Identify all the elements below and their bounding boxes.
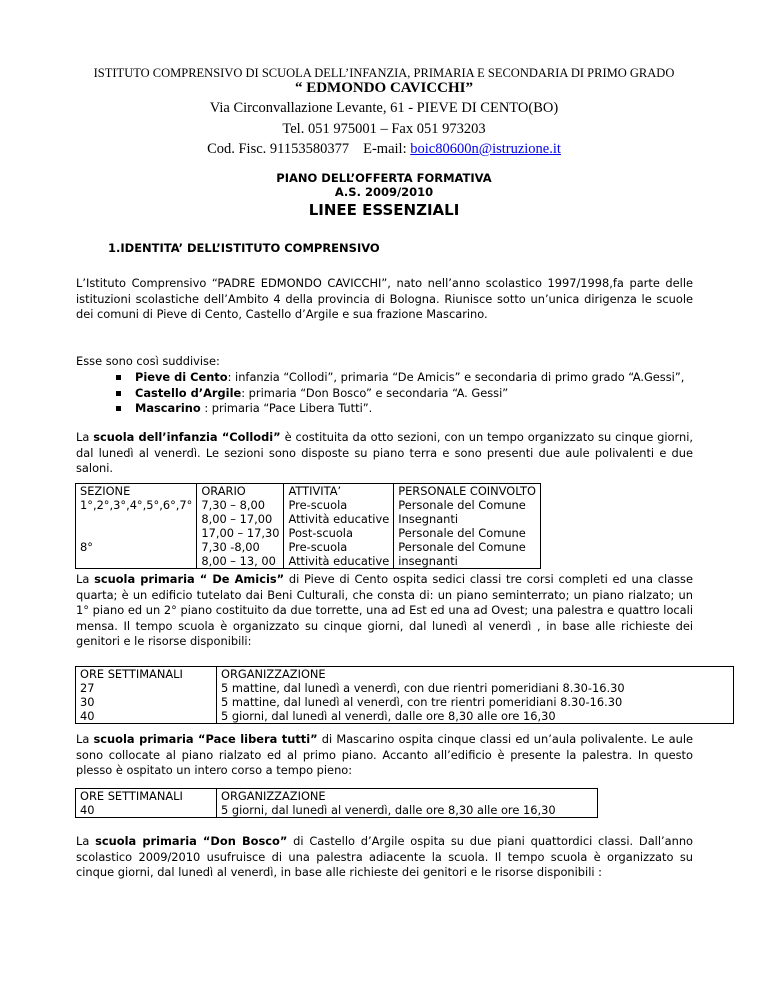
title-line-1: PIANO DELL’OFFERTA FORMATIVA [276, 171, 492, 185]
intro-paragraph: L’Istituto Comprensivo “PADRE EDMONDO CAVICCHI”, nato nell’anno scolastico 1997/1998,fa parte delle istituzioni scolastiche dell’Ambito 4 della provincia di Bologna. Riunisce sotto un’unica dirigenza le scuole dei comuni di Pieve di Cento, Castello d’Argile e sua frazione Mascarino. [76, 276, 693, 321]
pace-libera-paragraph [76, 732, 693, 779]
section-heading: 1.IDENTITA’ DELL’ISTITUTO COMPRENSIVO [108, 241, 380, 255]
list-item [116, 401, 696, 417]
email-label: E-mail: [363, 141, 407, 157]
col-header: ORGANIZZAZIONE [221, 789, 326, 803]
school-name-bold: scuola primaria “Don Bosco” [95, 834, 288, 848]
school-name-bold: scuola dell’infanzia “Collodi” [93, 430, 281, 444]
table-cell [284, 484, 394, 569]
table-cell [76, 789, 217, 818]
pace-libera-table [75, 788, 598, 818]
title-line-2: A.S. 2009/2010 [334, 185, 434, 199]
cell-value: 5 giorni, dal lunedì al venerdì, dalle ore 8,30 alle ore 16,30 [221, 709, 556, 723]
table-cell [197, 484, 284, 569]
table-row [76, 667, 734, 724]
address-line: Via Circonvallazione Levante, 61 - PIEVE DI CENTO(BO) [209, 100, 559, 116]
table-cell [394, 484, 541, 569]
col-header: ORGANIZZAZIONE [221, 667, 326, 681]
col-header: SEZIONE [80, 484, 131, 498]
de-amicis-table [75, 666, 734, 724]
col-header: ORE SETTIMANALI [80, 789, 183, 803]
subdivided-line: Esse sono così suddivise: [76, 354, 220, 368]
school-place: Mascarino [135, 401, 201, 415]
cell-value: Personale del Comune [398, 526, 526, 540]
cell-value: Attività educative [288, 512, 390, 526]
infanzia-table [75, 483, 541, 569]
table-cell [217, 789, 598, 818]
institute-line: ISTITUTO COMPRENSIVO DI SCUOLA DELL’INFANZIA, PRIMARIA E SECONDARIA DI PRIMO GRADO [93, 66, 675, 80]
bullet-icon [116, 406, 121, 411]
table-cell [76, 484, 197, 569]
section-value: 1°,2°,3°,4°,5°,6°,7° [80, 498, 193, 512]
bullet-icon [116, 375, 121, 380]
cell-value: Personale del Comune [398, 540, 526, 554]
cell-value: 40 [80, 803, 95, 817]
cell-value: 5 mattine, dal lunedì a venerdì, con due rientri pomeridiani 8.30-16.30 [221, 681, 625, 695]
cell-value: Pre-scuola [288, 498, 348, 512]
school-name-bold: scuola primaria “ De Amicis” [94, 572, 285, 586]
table-cell [217, 667, 734, 724]
title-line-3: LINEE ESSENZIALI [308, 201, 460, 219]
text-run: La [76, 430, 94, 444]
cell-value: 30 [80, 695, 95, 709]
text-run: La [76, 732, 94, 746]
list-item [116, 370, 696, 386]
text-run: di Mascarino ospita cinque classi ed un’aula polivalente. Le aule sono collocate al piano rialzato ed al primo piano. Accanto all’edificio è presente la palestra. In questo plesso è ospitato un intero corso a tempo pieno: [76, 732, 693, 777]
school-name: “ EDMONDO CAVICCHI” [294, 80, 474, 96]
school-detail: : primaria “Pace Libera Tutti”. [200, 401, 373, 415]
email-link[interactable]: boic80600n@istruzione.it [410, 141, 561, 157]
cell-value: Pre-scuola [288, 540, 348, 554]
cell-value: Attività educative [288, 554, 390, 568]
don-bosco-paragraph [76, 834, 693, 881]
text-run: è costituita da otto sezioni, con un tempo organizzato su cinque giorni, dal lunedì al venerdì. Le sezioni sono disposte su piano terra e sono presenti due aule polivalenti e due saloni. [76, 430, 693, 475]
list-item [116, 386, 696, 402]
cell-value: 17,00 – 17,30 [201, 526, 280, 540]
cell-value: insegnanti [398, 554, 458, 568]
tax-code: Cod. Fisc. 91153580377 [207, 141, 350, 157]
de-amicis-paragraph [76, 572, 693, 650]
col-header: ORE SETTIMANALI [80, 667, 183, 681]
cell-value: Insegnanti [398, 512, 459, 526]
school-name-bold: scuola primaria “Pace libera tutti” [93, 732, 318, 746]
cell-value: 7,30 – 8,00 [201, 498, 265, 512]
cell-value: 27 [80, 681, 95, 695]
cell-value: 5 giorni, dal lunedì al venerdì, dalle ore 8,30 alle ore 16,30 [221, 803, 556, 817]
cell-value: 8,00 – 17,00 [201, 512, 273, 526]
text-run: La [76, 572, 95, 586]
phone-line: Tel. 051 975001 – Fax 051 973203 [282, 121, 486, 137]
bullet-icon [116, 391, 121, 396]
table-cell [76, 667, 217, 724]
col-header: PERSONALE COINVOLTO [398, 484, 536, 498]
school-list [116, 370, 696, 417]
school-detail: : infanzia “Collodi”, primaria “De Amicis” e secondaria di primo grado “A.Gessi”, [227, 370, 685, 384]
col-header: ORARIO [201, 484, 246, 498]
cell-value: Personale del Comune [398, 498, 526, 512]
table-row [76, 789, 598, 818]
table-row [76, 484, 541, 569]
school-place: Castello d’Argile [135, 385, 242, 400]
text-run: di Pieve di Cento ospita sedici classi tre corsi completi ed una classe quarta; è un edificio tutelato dai Beni Culturali, che consta di: un piano seminterrato; un piano rialzato; un 1° piano ed un 2° piano costituito da due torrette, una ad Est ed una ad Ovest; una palestra e quattro locali mensa. Il tempo scuola è organizzato su cinque giorni, dal lunedì al venerdì , in base alle richieste dei genitori e le risorse disponibili: [76, 572, 693, 648]
cell-value: 7,30 -8,00 [201, 540, 260, 554]
cell-value: Post-scuola [288, 526, 353, 540]
tax-email-line [0, 141, 768, 158]
col-header: ATTIVITA’ [288, 484, 342, 498]
cell-value: 40 [80, 709, 95, 723]
text-run: La [76, 834, 96, 848]
infanzia-paragraph [76, 430, 693, 477]
cell-value: 5 mattine, dal lunedì al venerdì, con tre rientri pomeridiani 8.30-16.30 [221, 695, 623, 709]
school-detail: : primaria “Don Bosco” e secondaria “A. Gessi” [241, 385, 509, 400]
text-run: di Castello d’Argile ospita su due piani quattordici classi. Dall’anno scolastico 2009/2010 usufruisce di una palestra adiacente la scuola. Il tempo scuola è organizzato su cinque giorni, dal lunedì al venerdì, in base alle richieste dei genitori e le risorse disponibili : [76, 834, 694, 879]
section-value: 8° [80, 540, 93, 554]
cell-value: 8,00 – 13, 00 [201, 554, 276, 568]
school-place: Pieve di Cento [135, 370, 228, 384]
